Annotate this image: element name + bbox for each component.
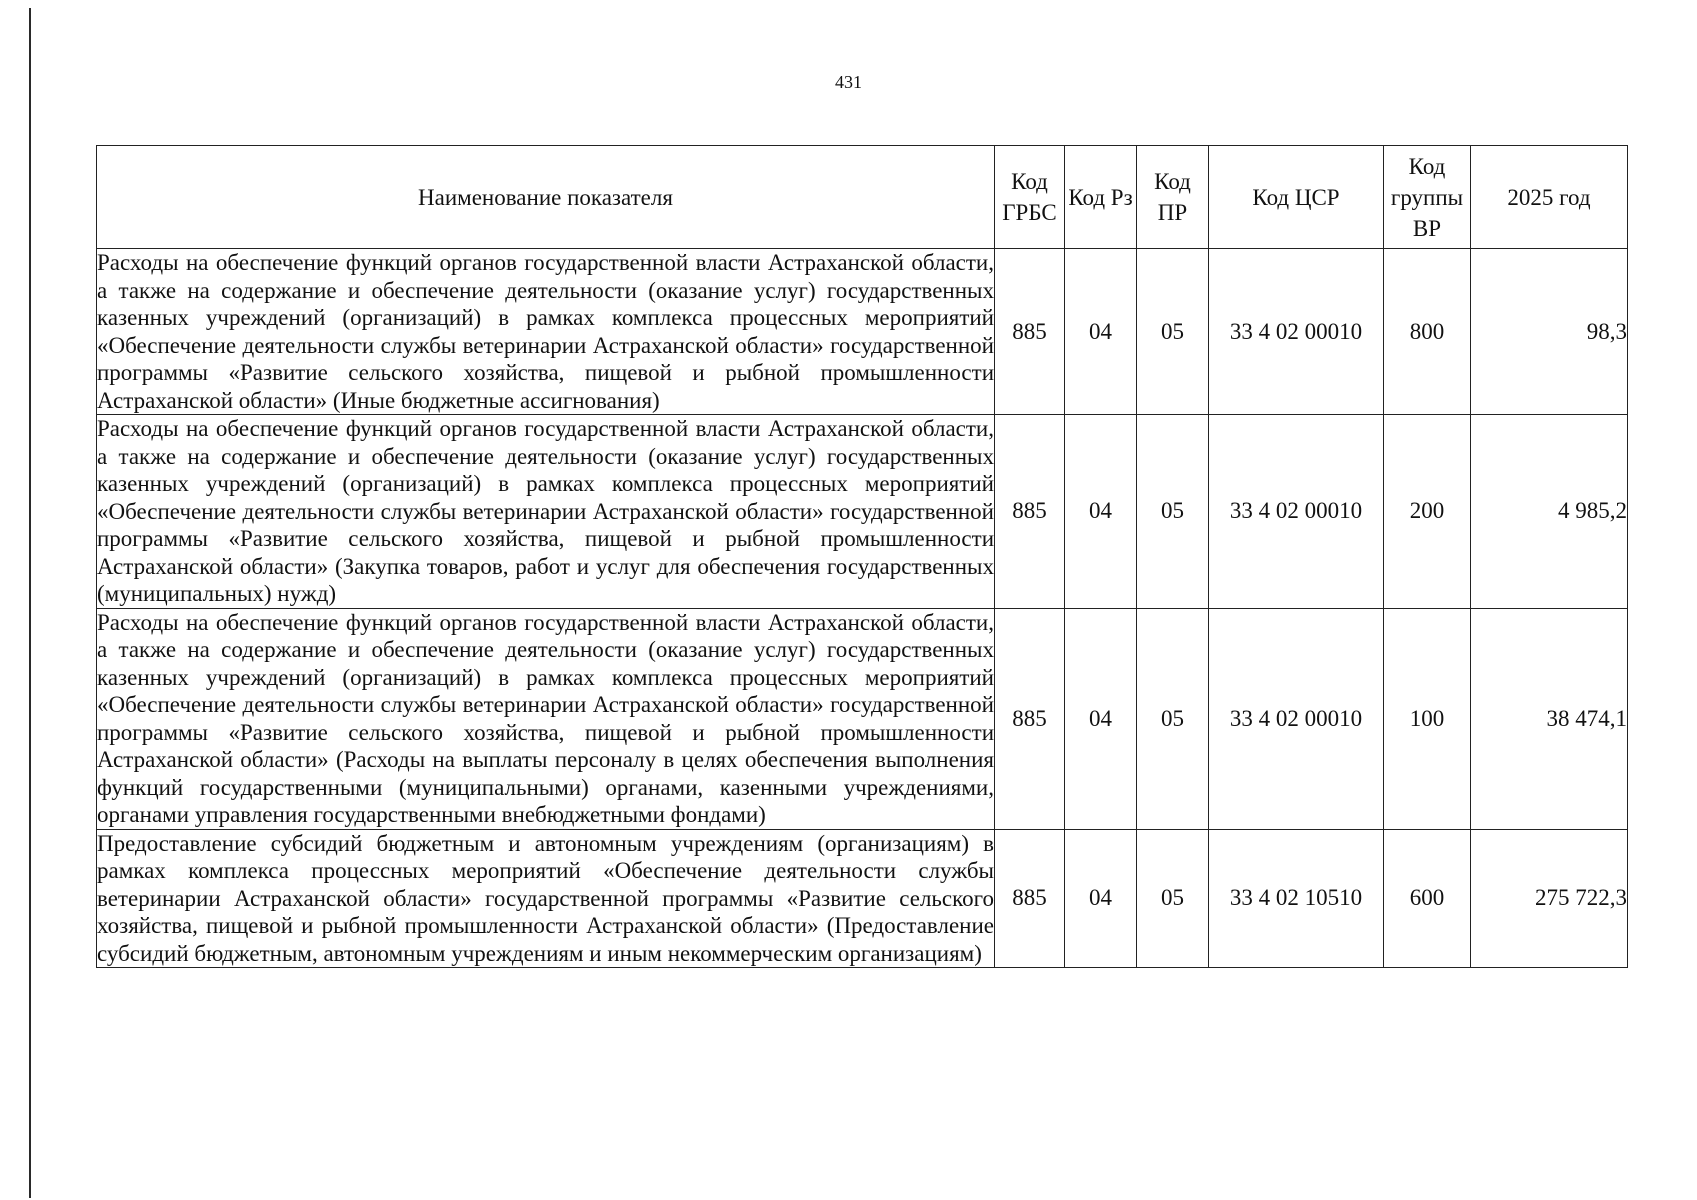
page-number: 431 xyxy=(835,72,862,92)
row-name: Расходы на обеспечение функций органов государственной власти Астраханской области, а также на содержание и обеспечение деятельности (оказание услуг) государственных казенных учреждений (организаций) в рамках комплекса процессных мероприятий «Обеспечение деятельности службы ветеринарии Астраханской области» государственной программы «Развитие сельского хозяйства, пищевой и рыбной промышленности Астраханской области» (Расходы на выплаты персоналу в целях обеспечения выполнения функций государственными (муниципальными) органами, казенными учреждениями, органами управления государственными внебюджетными фондами) xyxy=(97,609,994,827)
row-rz: 04 xyxy=(1065,608,1137,829)
row-pr: 05 xyxy=(1137,608,1209,829)
row-year-value: 275 722,3 xyxy=(1471,829,1628,968)
header-pr: Код ПР xyxy=(1137,146,1209,249)
row-pr: 05 xyxy=(1137,829,1209,968)
row-csr: 33 4 02 00010 xyxy=(1209,608,1384,829)
row-vr: 100 xyxy=(1384,608,1471,829)
row-rz: 04 xyxy=(1065,829,1137,968)
row-name: Расходы на обеспечение функций органов государственной власти Астраханской области, а также на содержание и обеспечение деятельности (оказание услуг) государственных казенных учреждений (организаций) в рамках комплекса процессных мероприятий «Обеспечение деятельности службы ветеринарии Астраханской области» государственной программы «Развитие сельского хозяйства, пищевой и рыбной промышленности Астраханской области» (Иные бюджетные ассигнования) xyxy=(97,250,994,413)
row-grbs: 885 xyxy=(995,829,1065,968)
table-header-row xyxy=(97,146,1628,249)
header-year: 2025 год xyxy=(1471,146,1628,249)
header-rz: Код Рз xyxy=(1065,146,1137,249)
row-year-value: 4 985,2 xyxy=(1471,415,1628,609)
row-year-value: 98,3 xyxy=(1471,249,1628,415)
row-vr: 800 xyxy=(1384,249,1471,415)
row-vr: 600 xyxy=(1384,829,1471,968)
row-csr: 33 4 02 00010 xyxy=(1209,415,1384,609)
header-grbs: Код ГРБС xyxy=(995,146,1065,249)
table-row xyxy=(97,415,1628,609)
row-grbs: 885 xyxy=(995,249,1065,415)
row-csr: 33 4 02 00010 xyxy=(1209,249,1384,415)
row-rz: 04 xyxy=(1065,415,1137,609)
header-csr: Код ЦСР xyxy=(1209,146,1384,249)
row-rz: 04 xyxy=(1065,249,1137,415)
row-csr: 33 4 02 10510 xyxy=(1209,829,1384,968)
row-pr: 05 xyxy=(1137,249,1209,415)
header-name: Наименование показателя xyxy=(97,146,995,249)
row-name: Расходы на обеспечение функций органов государственной власти Астраханской области, а также на содержание и обеспечение деятельности (оказание услуг) государственных казенных учреждений (организаций) в рамках комплекса процессных мероприятий «Обеспечение деятельности службы ветеринарии Астраханской области» государственной программы «Развитие сельского хозяйства, пищевой и рыбной промышленности Астраханской области» (Закупка товаров, работ и услуг для обеспечения государственных (муниципальных) нужд) xyxy=(97,416,994,606)
table-row xyxy=(97,829,1628,968)
header-vr: Код группы ВР xyxy=(1384,146,1471,249)
row-year-value: 38 474,1 xyxy=(1471,608,1628,829)
table-row xyxy=(97,249,1628,415)
budget-table xyxy=(96,145,1628,968)
scan-margin-line xyxy=(29,8,31,1198)
row-grbs: 885 xyxy=(995,608,1065,829)
table-row xyxy=(97,608,1628,829)
row-pr: 05 xyxy=(1137,415,1209,609)
row-grbs: 885 xyxy=(995,415,1065,609)
row-vr: 200 xyxy=(1384,415,1471,609)
row-name: Предоставление субсидий бюджетным и автономным учреждениям (организациям) в рамках комплекса процессных мероприятий «Обеспечение деятельности службы ветеринарии Астраханской области» государственной программы «Развитие сельского хозяйства, пищевой и рыбной промышленности Астраханской области» (Предоставление субсидий бюджетным, автономным учреждениям и иным некоммерческим организациям) xyxy=(97,830,994,966)
